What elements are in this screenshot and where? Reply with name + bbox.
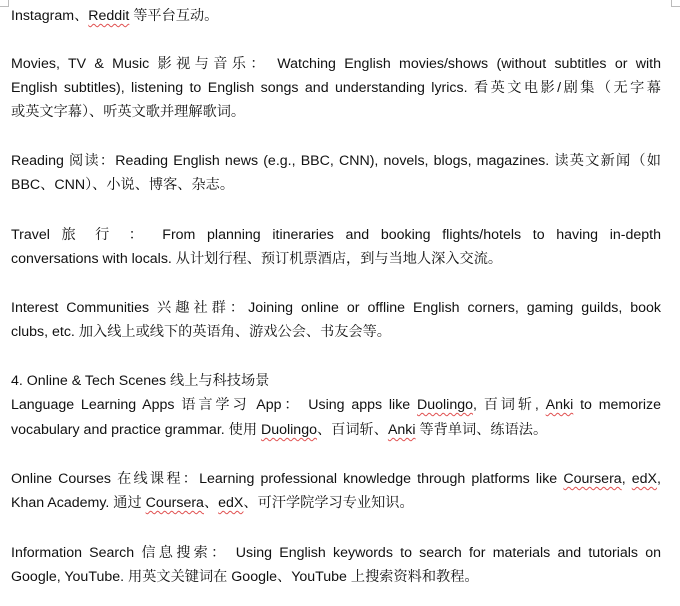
- text-run: , 百词斩,: [473, 397, 546, 413]
- text-run: 、可汗学院学习专业知识。: [243, 495, 414, 511]
- misspelled-word: edX: [631, 471, 658, 487]
- text-run: Khan Academy. 通过: [11, 495, 146, 511]
- misspelled-word: edX: [218, 495, 244, 511]
- text-run: Travel 旅 行 ： From planning itineraries and booking flights/hotels to having in-depth: [11, 227, 661, 243]
- misspelled-word: Duolingo: [417, 397, 474, 413]
- misspelled-word: Duolingo: [260, 422, 317, 438]
- text-run: English subtitles), listening to English songs and understanding lyrics. 看英文电影/剧集（无字幕: [11, 80, 661, 96]
- text-line[interactable]: [11, 491, 661, 515]
- misspelled-word: Anki: [545, 397, 574, 413]
- text-run: 等平台互动。: [129, 8, 219, 24]
- text-line[interactable]: [11, 369, 661, 393]
- text-run: Movies, TV & Music 影视与音乐： Watching English movies/shows (without subtitles or with: [11, 56, 661, 72]
- text-run: Google, YouTube. 用英文关键词在 Google、YouTube 上搜索资料和教程。: [11, 569, 479, 585]
- text-run: Language Learning Apps 语言学习 App： Using apps like: [11, 397, 417, 413]
- text-line[interactable]: [11, 418, 661, 442]
- text-run: to memorize: [573, 397, 661, 413]
- text-line[interactable]: [11, 52, 661, 76]
- text-run: Reading 阅读：Reading English news (e.g., BBC, CNN), novels, blogs, magazines. 读英文新闻（如: [11, 153, 661, 169]
- text-line[interactable]: [11, 100, 661, 124]
- text-line[interactable]: [11, 541, 661, 565]
- text-run: Instagram、: [11, 8, 89, 24]
- text-line[interactable]: [11, 320, 661, 344]
- text-run: Online Courses 在线课程：Learning professional knowledge through platforms like: [11, 471, 564, 487]
- misspelled-word: Reddit: [88, 8, 130, 24]
- text-line[interactable]: [11, 393, 661, 417]
- misspelled-word: Coursera: [563, 471, 622, 487]
- text-run: 、: [203, 495, 219, 511]
- text-line[interactable]: [11, 149, 661, 173]
- text-run: 、百词斩、: [316, 422, 388, 438]
- text-line[interactable]: [11, 247, 661, 271]
- misspelled-word: Coursera: [145, 495, 204, 511]
- text-line[interactable]: [11, 4, 661, 28]
- text-run: ,: [621, 471, 632, 487]
- text-run: vocabulary and practice grammar. 使用: [11, 422, 261, 438]
- text-run: BBC、CNN）、小说、博客、杂志。: [11, 177, 235, 193]
- text-line[interactable]: [11, 565, 661, 589]
- text-run: clubs, etc. 加入线上或线下的英语角、游戏公会、书友会等。: [11, 324, 391, 340]
- misspelled-word: Anki: [387, 422, 416, 438]
- text-run: 4. Online & Tech Scenes 线上与科技场景: [11, 373, 270, 389]
- text-line[interactable]: [11, 223, 661, 247]
- page-corner-mark-right: [671, 0, 680, 7]
- text-line[interactable]: [11, 296, 661, 320]
- text-line[interactable]: [11, 76, 661, 100]
- page-corner-mark-left: [0, 0, 9, 7]
- text-run: Information Search 信息搜索： Using English keywords to search for materials and tutorials on: [11, 545, 661, 561]
- text-run: ,: [657, 471, 661, 487]
- text-run: 等背单词、练语法。: [415, 422, 548, 438]
- text-run: Interest Communities 兴趣社群：Joining online or offline English corners, gaming guilds, book: [11, 300, 661, 316]
- text-line[interactable]: [11, 173, 661, 197]
- text-line[interactable]: [11, 467, 661, 491]
- text-run: 或英文字幕）、听英文歌并理解歌词。: [11, 104, 246, 120]
- text-run: conversations with locals. 从计划行程、预订机票酒店，到与当地人深入交流。: [11, 251, 503, 267]
